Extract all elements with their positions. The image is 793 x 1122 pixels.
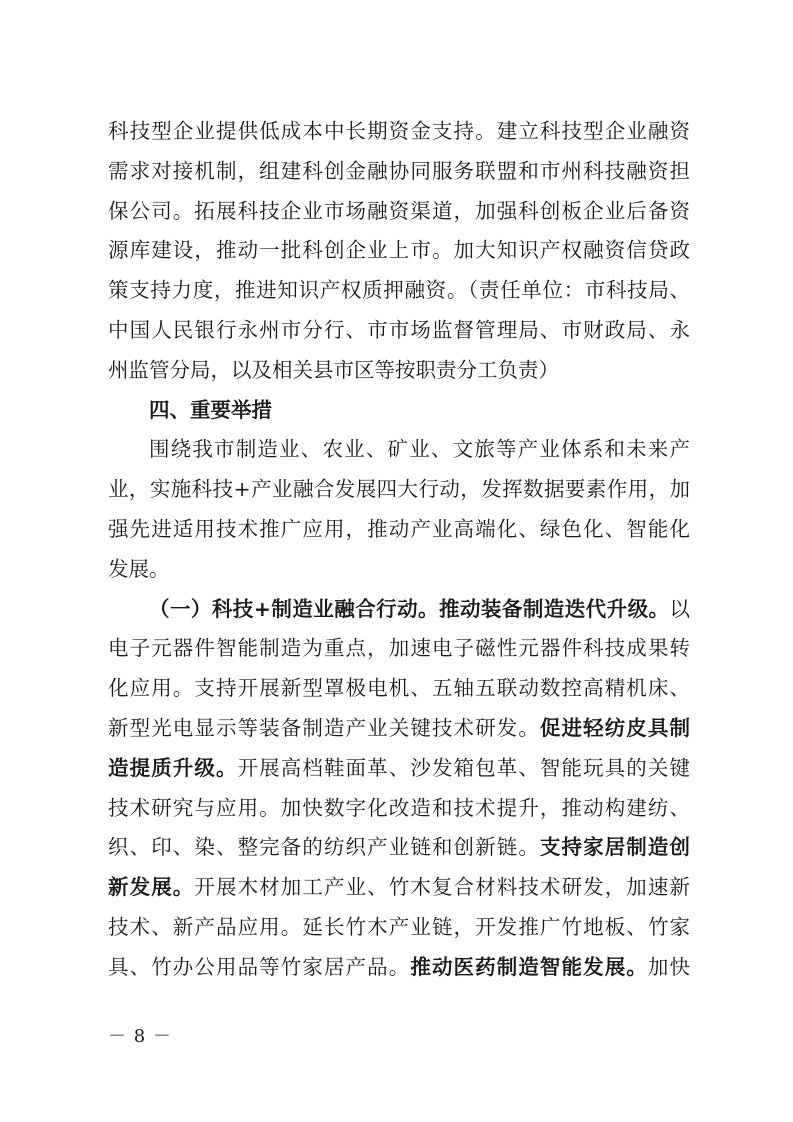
text-span: 策支持力度，推进知识产权质押融资。（责任单位：市科技局、 <box>108 278 690 303</box>
paragraph-line <box>108 629 690 669</box>
paragraph-line <box>108 749 690 789</box>
paragraph-line <box>108 590 690 630</box>
text-span: 技术研究与应用。加快数字化改造和技术提升，推动构建纺、 <box>108 795 690 820</box>
text-span: 围绕我市制造业、农业、矿业、文旅等产业体系和未来产 <box>149 437 690 462</box>
text-span: 电子元器件智能制造为重点，加速电子磁性元器件科技成果转 <box>108 636 690 661</box>
bold-text: 支持家居制造创 <box>539 835 690 860</box>
text-span: 具、竹办公用品等竹家居产品。 <box>108 954 411 979</box>
text-span: 保公司。拓展科技企业市场融资渠道，加强科创板企业后备资 <box>108 198 690 223</box>
text-span: 化应用。支持开展新型罩极电机、五轴五联动数控高精机床、 <box>108 676 690 701</box>
text-span: 发展。 <box>108 556 170 581</box>
text-span: 开展木材加工产业、竹木复合材料技术研发，加速新 <box>194 875 690 900</box>
text-span: 技术、新产品应用。延长竹木产业链，开发推广竹地板、竹家 <box>108 914 690 939</box>
bold-text: 新发展。 <box>108 875 195 900</box>
paragraph-line <box>108 112 690 152</box>
paragraph-line <box>108 908 690 948</box>
paragraph-line <box>108 550 690 590</box>
paragraph-line <box>108 271 690 311</box>
bold-text: （一）科技+制造业融合行动。推动装备制造迭代升级。 <box>149 596 670 621</box>
bold-text: 促进轻纺皮具制 <box>539 715 690 740</box>
text-span: 州监管分局，以及相关县市区等按职责分工负责） <box>108 357 559 382</box>
bold-text: 推动医药制造智能发展。 <box>410 954 648 979</box>
paragraph-line <box>108 152 690 192</box>
paragraph-line <box>108 828 690 868</box>
text-span: 中国人民银行永州市分行、市市场监督管理局、市财政局、永 <box>108 317 690 342</box>
text-span: 需求对接机制，组建科创金融协同服务联盟和市州科技融资担 <box>108 158 690 183</box>
text-span: 加快 <box>647 954 690 979</box>
bold-text: 四、重要举措 <box>149 397 272 422</box>
text-span: 业，实施科技+产业融合发展四大行动，发挥数据要素作用，加 <box>108 477 690 502</box>
document-body <box>108 112 690 988</box>
paragraph-line <box>108 948 690 988</box>
text-span: 新型光电显示等装备制造产业关键技术研发。 <box>108 715 540 740</box>
text-span: 以 <box>669 596 690 621</box>
paragraph-line <box>108 510 690 550</box>
paragraph-line <box>108 311 690 351</box>
paragraph-line <box>108 192 690 232</box>
text-span: 强先进适用技术推广应用，推动产业高端化、绿色化、智能化 <box>108 516 690 541</box>
paragraph-line <box>108 351 690 391</box>
paragraph-line <box>108 470 690 510</box>
bold-text: 造提质升级。 <box>108 755 238 780</box>
text-span: 科技型企业提供低成本中长期资金支持。建立科技型企业融资 <box>108 119 690 143</box>
paragraph-line <box>108 709 690 749</box>
paragraph-line <box>108 231 690 271</box>
section-heading <box>108 391 690 431</box>
paragraph-line <box>108 868 690 908</box>
paragraph-line <box>108 669 690 709</box>
text-span: 开展高档鞋面革、沙发箱包革、智能玩具的关键 <box>237 755 690 780</box>
page-number: － 8 － <box>108 1026 172 1047</box>
text-span: 织、印、染、整完备的纺织产业链和创新链。 <box>108 835 540 860</box>
paragraph-line <box>108 789 690 829</box>
text-span: 源库建设，推动一批科创企业上市。加大知识产权融资信贷政 <box>108 238 690 263</box>
paragraph-line <box>108 430 690 470</box>
